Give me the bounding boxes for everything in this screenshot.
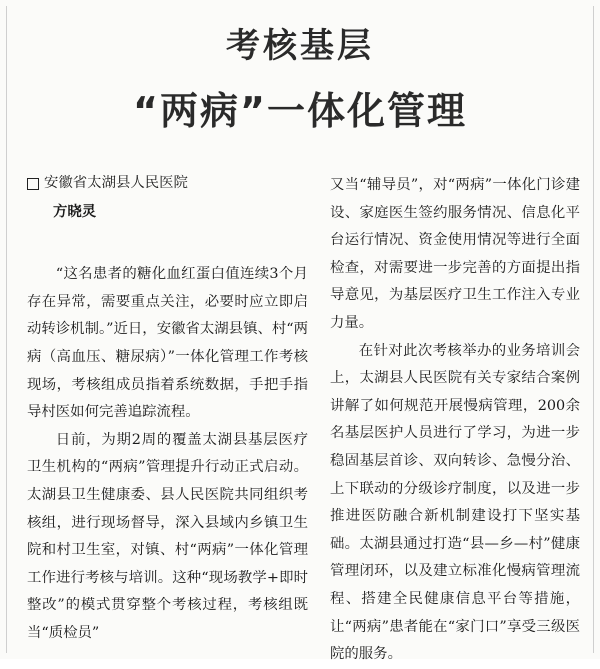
- article-column-left: [27, 170, 308, 648]
- article-column-right: [330, 172, 580, 669]
- headline-line-2: “两病”一体化管理: [133, 89, 467, 133]
- article-paragraph: “这名患者的糖化血红蛋白值连续3个月存在异常，需要重点关注，必要时应立即启动转诊机制。”近日，安徽省太湖县镇、村“两病（高血压、糖尿病）”一体化管理工作考核现场，考核组成员指着系统数据，手把手指导村医如何完善追踪流程。: [27, 266, 308, 421]
- byline-org-row: [27, 170, 308, 198]
- square-box-icon: [27, 178, 39, 190]
- article-paragraph-continued: 又当“辅导员”，对“两病”一体化门诊建设、家庭医生签约服务情况、信息化平台运行情况、资金使用情况等进行全面检查，对需要进一步完善的方面提出指导意见，为基层医疗卫生工作注入专业力量。: [330, 177, 580, 331]
- article-paragraph: 日前，为期2周的覆盖太湖县基层医疗卫生机构的“两病”管理提升行动正式启动。太湖县卫生健康委、县人民医院共同组织考核组，进行现场督导，深入县域内乡镇卫生院和村卫生室，对镇、村“两病”一体化管理工作进行考核与培训。这种“现场教学+即时整改”的模式贯穿整个考核过程，考核组既当“质检员”: [27, 431, 308, 641]
- headline-line-1: 考核基层: [226, 26, 374, 66]
- article-paragraph: 在针对此次考核举办的业务培训会上，太湖县人民医院有关专家结合案例讲解了如何规范开展慢病管理，200余名基层医护人员进行了学习，为进一步稳固基层首诊、双向转诊、急慢分治、上下联动的分级诊疗制度，以及进一步推进医防融合新机制建设打下坚实基础。太湖县通过打造“县—乡—村”健康管理闭环，以及建立标准化慢病管理流程、搭建全民健康信息平台等措施，让“两病”患者能在“家门口”享受三级医院的服务。: [330, 342, 580, 663]
- byline-org: 安徽省太湖县人民医院: [44, 175, 188, 191]
- spacer: [27, 225, 308, 261]
- byline-author: 方晓灵: [53, 202, 97, 220]
- byline: [27, 170, 308, 225]
